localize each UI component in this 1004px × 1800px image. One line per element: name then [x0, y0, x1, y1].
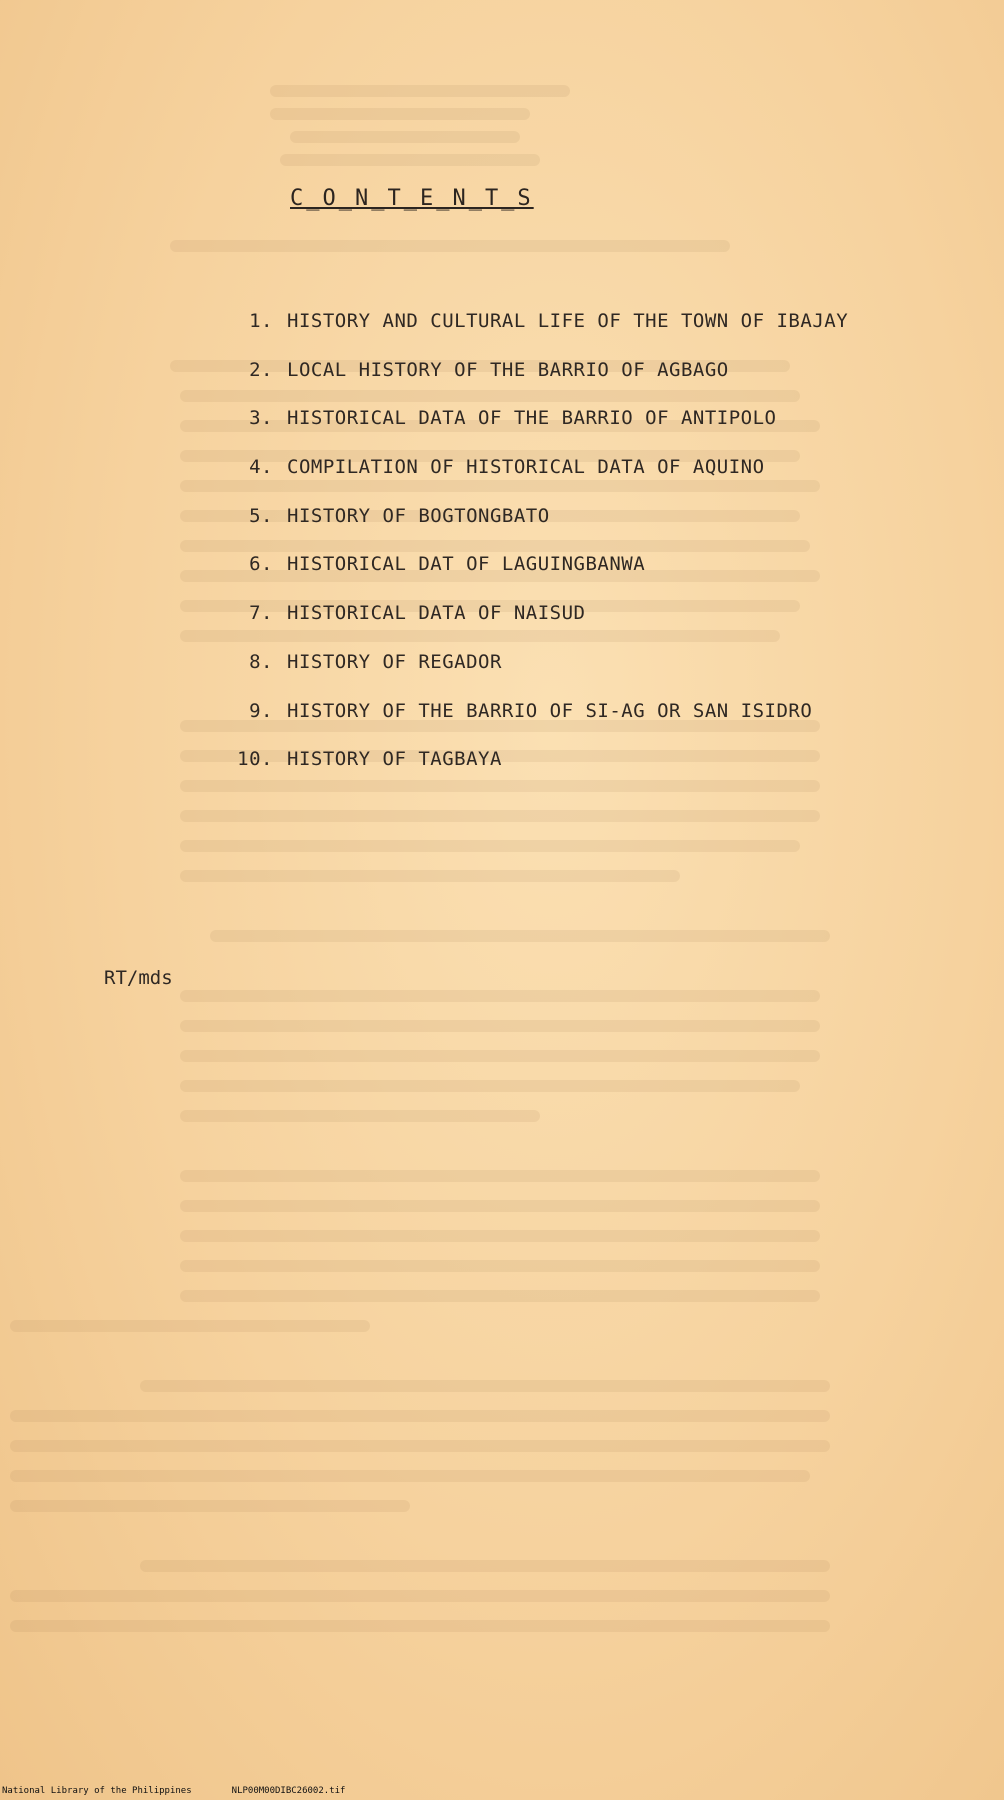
contents-item — [205, 553, 848, 602]
library-credit: National Library of the Philippines — [2, 1786, 192, 1796]
item-title: LOCAL HISTORY OF THE BARRIO OF AGBAGO — [287, 358, 729, 381]
item-number: 3. — [249, 407, 273, 430]
page-title: C_O_N_T_E_N_T_S — [290, 186, 534, 211]
contents-list — [205, 310, 848, 797]
contents-item — [205, 359, 848, 408]
contents-item — [205, 505, 848, 554]
contents-item — [205, 651, 848, 700]
typist-initials: RT/mds — [104, 967, 173, 989]
item-title: COMPILATION OF HISTORICAL DATA OF AQUINO — [287, 456, 765, 479]
scan-footer — [0, 1786, 1004, 1800]
item-number: 9. — [249, 699, 273, 722]
contents-item — [205, 602, 848, 651]
item-title: HISTORY OF BOGTONGBATO — [287, 504, 550, 527]
file-name: NLP00M00DIBC26002.tif — [231, 1786, 346, 1796]
item-title: HISTORY OF REGADOR — [287, 650, 502, 673]
item-title: HISTORY OF THE BARRIO OF SI-AG OR SAN ISIDRO — [287, 699, 813, 722]
item-title: HISTORICAL DAT OF LAGUINGBANWA — [287, 553, 646, 576]
item-number: 2. — [249, 358, 273, 381]
contents-item — [205, 407, 848, 456]
item-title: HISTORICAL DATA OF NAISUD — [287, 602, 586, 625]
contents-item — [205, 700, 848, 749]
bleed-through-text — [150, 60, 970, 1620]
item-number: 1. — [249, 310, 273, 332]
contents-item — [205, 310, 848, 359]
item-number: 8. — [249, 650, 273, 673]
item-title: HISTORY AND CULTURAL LIFE OF THE TOWN OF IBAJAY — [287, 310, 849, 332]
item-number: 4. — [249, 456, 273, 479]
item-number: 10. — [237, 748, 273, 771]
item-number: 7. — [249, 602, 273, 625]
item-title: HISTORICAL DATA OF THE BARRIO OF ANTIPOLO — [287, 407, 777, 430]
item-number: 6. — [249, 553, 273, 576]
item-number: 5. — [249, 504, 273, 527]
contents-item — [205, 748, 848, 797]
contents-item — [205, 456, 848, 505]
item-title: HISTORY OF TAGBAYA — [287, 748, 502, 771]
